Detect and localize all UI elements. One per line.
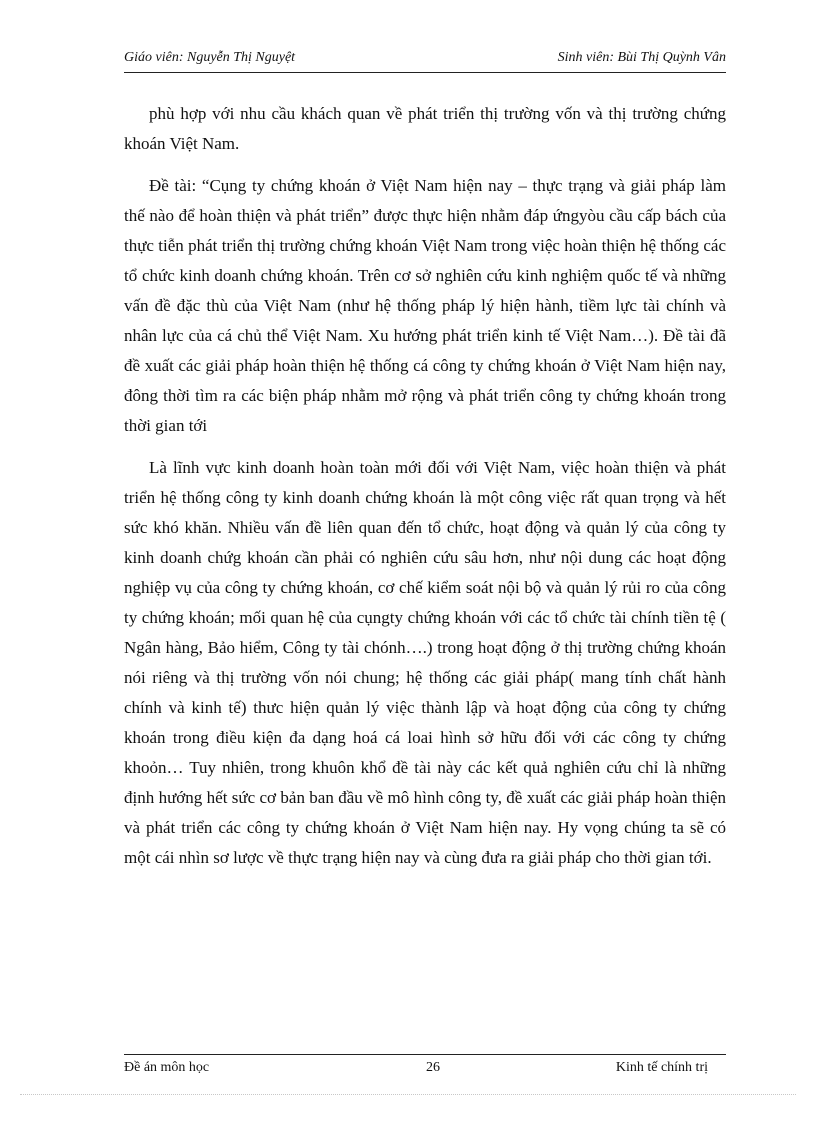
footer-course: Đề án môn học: [124, 1060, 210, 1075]
footer-subject: Kinh tế chính trị: [615, 1060, 708, 1075]
paragraph-3: Là lĩnh vực kinh doanh hoàn toàn mới đối với Việt Nam, việc hoàn thiện và phát triển hệ thống công ty kinh doanh chứng khoán là một công việc rất quan trọng và hết sức khó khăn. Nhiều vấn đề liên quan đến tổ chức, hoạt động và quản lý của công ty kinh doanh chứg khoán cần phải có nghiên cứu sâu hơn, như nội dung các hoạt động nghiệp vụ của công ty chứng khoán, cơ chế kiểm soát nội bộ và quản lý rủi ro của công ty chứng khoán; mối quan hệ của cụngty chứng khoán với các tổ chức tài chính tiền tệ ( Ngân hàng, Bảo hiểm, Công ty tài chónh….) trong hoạt động ở thị trường chứng khoán nói riêng và thị trường vốn nói chung; hệ thống các giải pháp( mang tính chất hành chính và kinh tế) thưc hiện quản lý việc thành lập và hoạt động của công ty chứng khoán trong điều kiện đa dạng hoá cá loai hình sở hữu đối với các công ty chứng khoỏn… Tuy nhiên, trong khuôn khổ đề tài này các kết quả nghiên cứu chỉ là những định hướng hết sức cơ bản ban đầu về mô hình công ty, đề xuất các giải pháp hoàn thiện và phát triển các công ty chứng khoán ở Việt Nam hiện nay. Hy vọng chúng ta sẽ có một cái nhìn sơ lược về thực trạng hiện nay và cùng đưa ra giải pháp cho thời gian tới.: [124, 458, 726, 867]
page-number: 26: [426, 1060, 440, 1075]
header-student: Sinh viên: Bùi Thị Quỳnh Vân: [557, 50, 726, 65]
paragraph-2: Đề tài: “Cụng ty chứng khoán ở Việt Nam hiện nay – thực trạng và giải pháp làm thế nào để hoàn thiện và phát triển” được thực hiện nhằm đáp ứngyòu cầu cấp bách của thực tiễn phát triển thị trường chứng khoán Việt Nam trong việc hoàn thiện hệ thống các tổ chức kinh doanh chứng khoán. Trên cơ sở nghiên cứu kinh nghiệm quốc tế và những vấn đề đặc thù của Việt Nam (như hệ thống pháp lý hiện hành, tiềm lực tài chính và nhân lực của cá chủ thể Việt Nam. Xu hướng phát triển kinh tế Việt Nam…). Đề tài đã đề xuất các giải pháp hoàn thiện hệ thống cá công ty chứng khoán ở Việt Nam hiện nay, đông thời tìm ra các biện pháp nhằm mở rộng và phát triển công ty chứng khoán trong thời gian tới: [124, 176, 726, 435]
header-teacher: Giáo viên: Nguyễn Thị Nguyệt: [124, 50, 296, 65]
page-footer: [124, 1054, 726, 1077]
paragraph-1: phù hợp với nhu cầu khách quan về phát triển thị trường vốn và thị trường chứng khoán Việt Nam.: [124, 104, 726, 153]
page-header: [124, 50, 726, 73]
page-bottom-divider: [20, 1094, 796, 1095]
body-text: [124, 99, 726, 885]
